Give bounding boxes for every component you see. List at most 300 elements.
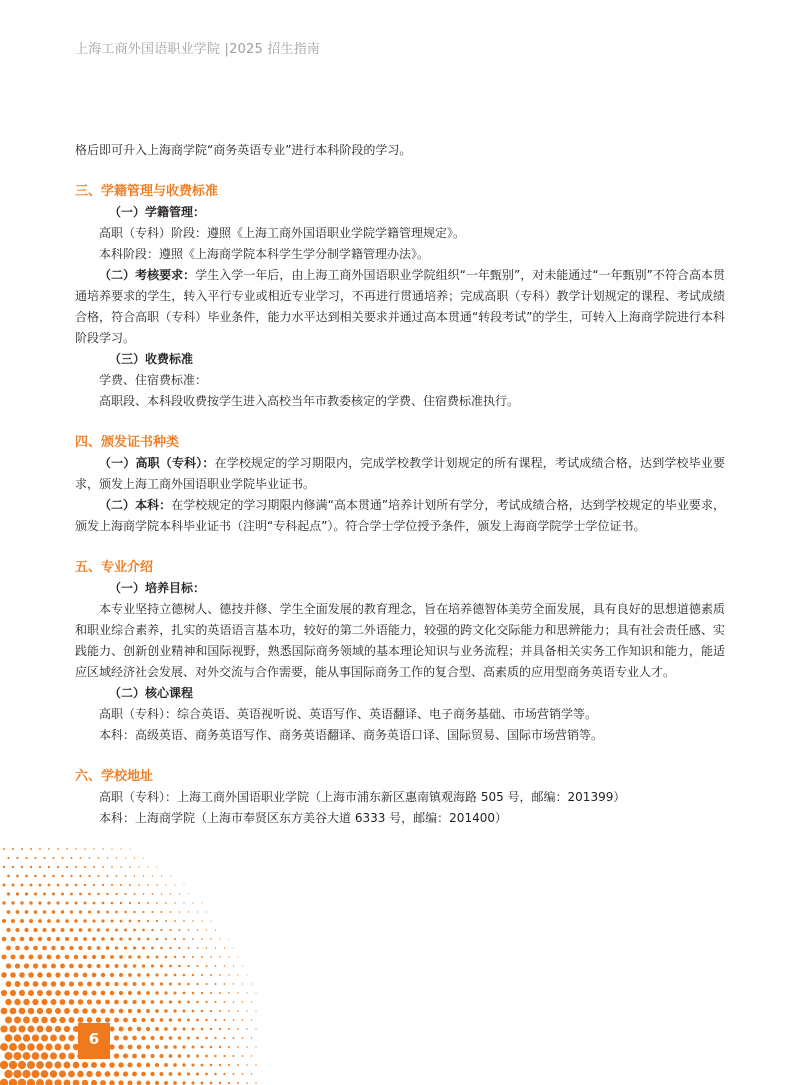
decorative-dot bbox=[215, 983, 217, 985]
paragraph: 高职段、本科段收费按学生进入高校当年市教委核定的学费、住宿费标准执行。 bbox=[99, 394, 520, 408]
decorative-dot bbox=[63, 1079, 70, 1085]
decorative-dot bbox=[224, 1019, 226, 1021]
decorative-dot bbox=[84, 848, 86, 850]
decorative-dot bbox=[65, 937, 69, 941]
decorative-dot bbox=[183, 956, 185, 958]
decorative-dot bbox=[178, 1054, 181, 1057]
decorative-dot bbox=[160, 982, 163, 985]
decorative-dot bbox=[191, 1063, 194, 1066]
decorative-dot bbox=[101, 973, 105, 977]
decorative-dot bbox=[115, 911, 118, 914]
decorative-dot bbox=[141, 1054, 146, 1059]
decorative-dot bbox=[6, 981, 12, 987]
decorative-dot bbox=[147, 938, 150, 941]
decorative-dot bbox=[29, 937, 33, 941]
decorative-dot bbox=[3, 848, 5, 850]
paragraph: 本专业坚持立德树人、德技并修、学生全面发展的教育理念，旨在培养德智体美劳全面发展，具有良好的思想道德素质和职业综合素养，扎实的英语语言基本功，较好的第二外语能力，较强的跨文化交际能力和思辨能力；具有社会责任感、实践能力、创新创业精神和国际视野，熟悉国际商务领域的基本理论知识与业务流程；并具备相关实务工作知识和能力，能适应区域经济社会发展、对外交流与合作需要，能从事国际商务工作的复合型、高素质的应用型商务英语专业人才。 bbox=[75, 602, 725, 679]
decorative-dot bbox=[25, 875, 28, 878]
decorative-dot bbox=[74, 937, 78, 941]
decorative-dot bbox=[196, 965, 198, 967]
decorative-dot bbox=[46, 990, 52, 996]
decorative-dot bbox=[237, 956, 238, 957]
decorative-dot bbox=[137, 1063, 142, 1068]
decorative-dot bbox=[41, 1052, 48, 1059]
decorative-dot bbox=[69, 981, 74, 986]
decorative-dot bbox=[183, 1010, 186, 1013]
decorative-dot bbox=[210, 1064, 213, 1067]
decorative-dot bbox=[138, 884, 140, 886]
decorative-dot bbox=[224, 947, 225, 948]
decorative-dot bbox=[10, 972, 16, 978]
decorative-dot bbox=[219, 956, 220, 957]
decorative-dot bbox=[88, 910, 91, 913]
decorative-dot bbox=[142, 929, 145, 932]
decorative-dot bbox=[75, 884, 78, 887]
decorative-dot bbox=[192, 974, 194, 976]
decorative-dot bbox=[82, 1008, 88, 1014]
decorative-dot bbox=[92, 919, 95, 922]
section-title: 三、学籍管理与收费标准 bbox=[75, 184, 219, 199]
decorative-dot bbox=[100, 1080, 106, 1085]
section-enrollment-fees bbox=[75, 181, 725, 412]
decorative-dot bbox=[22, 1070, 30, 1078]
decorative-dot bbox=[196, 1055, 199, 1058]
decorative-dot bbox=[228, 1082, 230, 1084]
decorative-dot bbox=[246, 974, 247, 975]
decorative-dot bbox=[119, 937, 122, 940]
paragraph: 高职（专科）：上海工商外国语职业学院（上海市浦东新区惠南镇观海路 505 号，邮编：201399） bbox=[99, 790, 626, 804]
decorative-dot bbox=[146, 973, 149, 976]
decorative-dot bbox=[201, 1010, 204, 1013]
section-school-address bbox=[75, 766, 725, 829]
decorative-dot bbox=[255, 1082, 256, 1083]
paragraph: 本科：上海商学院（上海市奉贤区东方美谷大道 6333 号，邮编：201400） bbox=[99, 811, 507, 825]
decorative-dot bbox=[137, 1045, 142, 1050]
decorative-dot bbox=[48, 884, 51, 887]
decorative-dot bbox=[152, 893, 154, 895]
decorative-dot bbox=[34, 857, 36, 859]
decorative-dot bbox=[201, 992, 203, 994]
decorative-dot bbox=[59, 1070, 66, 1077]
decorative-dot bbox=[187, 965, 189, 967]
decorative-dot bbox=[50, 1035, 57, 1042]
decorative-dot bbox=[23, 999, 29, 1005]
decorative-dot bbox=[38, 901, 41, 904]
decorative-dot bbox=[242, 1001, 243, 1002]
decorative-dot bbox=[146, 991, 150, 995]
inline-text: 在学校规定的学习期限内修满“高本贯通”培养计划所有学分，考试成绩合格，达到学校规定的毕业要求，颁发上海商学院本科毕业证书（注明“专科起点”）。符合学士学位授予条件，颁发上海商学院学士学位证书。 bbox=[75, 498, 725, 533]
decorative-dot bbox=[16, 892, 19, 895]
decorative-dot bbox=[41, 1070, 49, 1078]
decorative-dot bbox=[47, 919, 51, 923]
decorative-dot bbox=[73, 1080, 80, 1085]
decorative-dot bbox=[43, 910, 47, 914]
decorative-dot bbox=[34, 875, 37, 878]
decorative-dot bbox=[45, 1079, 53, 1085]
decorative-dot bbox=[93, 884, 95, 886]
decorative-dot bbox=[120, 866, 122, 868]
decorative-dot bbox=[164, 1063, 168, 1067]
decorative-dot bbox=[174, 938, 176, 940]
decorative-dot bbox=[3, 884, 6, 887]
decorative-dot bbox=[10, 954, 15, 959]
decorative-dot bbox=[205, 1001, 207, 1003]
decorative-dot bbox=[173, 991, 176, 994]
paragraph: 高职（专科）阶段：遵照《上海工商外国语职业学院学籍管理规定》。 bbox=[99, 226, 466, 240]
decorative-dot bbox=[224, 965, 225, 966]
decorative-dot bbox=[206, 965, 208, 967]
decorative-dot bbox=[92, 973, 97, 978]
decorative-dot bbox=[141, 1072, 146, 1077]
decorative-dot bbox=[115, 893, 117, 895]
decorative-dot bbox=[109, 1062, 115, 1068]
decorative-dot bbox=[96, 964, 100, 968]
decorative-dot bbox=[74, 901, 77, 904]
intro-line: 格后即可升入上海商学院“商务英语专业”进行本科阶段的学习。 bbox=[75, 143, 412, 157]
decorative-dot bbox=[170, 893, 171, 894]
decorative-dot bbox=[196, 1037, 199, 1040]
decorative-dot bbox=[87, 964, 91, 968]
decorative-dot bbox=[64, 972, 69, 977]
decorative-dot bbox=[66, 884, 69, 887]
decorative-dot bbox=[88, 875, 90, 877]
decorative-dot bbox=[42, 928, 46, 932]
decorative-dot bbox=[178, 965, 181, 968]
decorative-dot bbox=[93, 866, 95, 868]
decorative-dot bbox=[12, 866, 14, 868]
decorative-dot bbox=[19, 954, 24, 959]
decorative-dot bbox=[100, 1008, 105, 1013]
decorative-dot bbox=[118, 1080, 123, 1085]
decorative-dot bbox=[57, 866, 59, 868]
decorative-dot bbox=[201, 1082, 204, 1085]
decorative-dot bbox=[82, 1080, 88, 1085]
decorative-dot bbox=[77, 1071, 84, 1078]
decorative-dot bbox=[151, 929, 153, 931]
decorative-dot bbox=[114, 1035, 119, 1040]
decorative-dot bbox=[210, 1082, 213, 1085]
decorative-dot bbox=[160, 1000, 163, 1003]
decorative-dot bbox=[28, 972, 34, 978]
decorative-dot bbox=[146, 955, 149, 958]
decorative-dot bbox=[52, 875, 55, 878]
decorative-dot bbox=[161, 893, 163, 895]
decorative-dot bbox=[36, 1079, 44, 1085]
decorative-dot bbox=[29, 901, 32, 904]
subsection-title: （一）培养目标： bbox=[109, 581, 206, 595]
decorative-dot bbox=[196, 983, 198, 985]
decorative-dot bbox=[120, 848, 121, 849]
decorative-dot bbox=[205, 1055, 208, 1058]
decorative-dot bbox=[210, 920, 211, 921]
decorative-dot bbox=[28, 990, 34, 996]
decorative-dot bbox=[128, 973, 132, 977]
inline-label: （一）高职（专科）： bbox=[99, 456, 215, 470]
decorative-dot bbox=[214, 1073, 217, 1076]
decorative-dot bbox=[54, 1061, 61, 1068]
decorative-dot bbox=[242, 1073, 244, 1075]
decorative-dot bbox=[183, 938, 185, 940]
decorative-dot bbox=[142, 1000, 146, 1004]
decorative-dot bbox=[51, 999, 57, 1005]
decorative-dot bbox=[69, 964, 74, 969]
decorative-dot bbox=[88, 928, 92, 932]
decorative-dot bbox=[196, 1019, 199, 1022]
decorative-dot bbox=[34, 910, 38, 914]
decorative-dot bbox=[124, 946, 127, 949]
paragraph: 本科阶段：遵照《上海商学院本科学生学分制学籍管理办法》。 bbox=[99, 247, 430, 261]
decorative-dot bbox=[52, 893, 55, 896]
decorative-dot bbox=[210, 938, 211, 939]
decorative-dot bbox=[128, 955, 131, 958]
decorative-dot bbox=[39, 848, 41, 850]
decorative-dot bbox=[59, 1053, 66, 1060]
decorative-dot bbox=[147, 866, 148, 867]
decorative-dot bbox=[79, 910, 82, 913]
decorative-dot bbox=[24, 981, 30, 987]
decorative-dot bbox=[169, 947, 171, 949]
decorative-dot bbox=[187, 1072, 190, 1075]
decorative-dot bbox=[233, 947, 234, 948]
decorative-dot bbox=[246, 1028, 247, 1029]
decorative-dot bbox=[201, 938, 203, 940]
decorative-dot bbox=[47, 937, 51, 941]
decorative-dot bbox=[165, 884, 166, 885]
decorative-dot bbox=[20, 901, 23, 904]
decorative-dot bbox=[256, 993, 257, 994]
decorative-dot bbox=[169, 1018, 172, 1021]
decorative-dot bbox=[66, 866, 68, 868]
decorative-dot bbox=[119, 973, 123, 977]
decorative-dot bbox=[141, 1036, 145, 1040]
decorative-dot bbox=[119, 955, 123, 959]
decorative-dot bbox=[201, 1046, 204, 1049]
decorative-dot bbox=[187, 1019, 190, 1022]
decorative-dot bbox=[111, 866, 113, 868]
decorative-dot bbox=[107, 875, 109, 877]
decorative-dot bbox=[255, 1046, 256, 1047]
decorative-dot bbox=[155, 1009, 159, 1013]
decorative-dot bbox=[118, 1062, 123, 1067]
decorative-dot bbox=[50, 1052, 57, 1059]
decorative-dot bbox=[165, 974, 168, 977]
decorative-dot bbox=[164, 1045, 168, 1049]
paragraph: 高职（专科）：综合英语、英语视听说、英语写作、英语翻译、电子商务基础、市场营销学等。 bbox=[99, 707, 598, 721]
decorative-dot bbox=[115, 928, 118, 931]
decorative-dot bbox=[173, 1081, 177, 1085]
decorative-dot bbox=[82, 990, 87, 995]
decorative-dot bbox=[32, 999, 38, 1005]
decorative-dot bbox=[48, 866, 50, 868]
decorative-dot bbox=[233, 1019, 235, 1021]
decorative-dot bbox=[219, 992, 221, 994]
decorative-dot bbox=[69, 946, 73, 950]
decorative-dot bbox=[169, 1054, 173, 1058]
decorative-dot bbox=[87, 1017, 93, 1023]
decorative-dot bbox=[32, 1070, 40, 1078]
decorative-dot bbox=[164, 1081, 168, 1085]
decorative-dot bbox=[173, 1045, 177, 1049]
running-header: 上海工商外国语职业学院 |2025 招生指南 bbox=[75, 42, 321, 57]
decorative-dot bbox=[179, 911, 181, 913]
decorative-dot bbox=[102, 866, 104, 868]
decorative-dot bbox=[16, 857, 18, 859]
decorative-dot bbox=[43, 892, 46, 895]
decorative-dot bbox=[143, 875, 144, 876]
decorative-dot bbox=[19, 1008, 26, 1015]
decorative-dot bbox=[91, 1008, 96, 1013]
decorative-dot bbox=[97, 911, 100, 914]
decorative-dot bbox=[210, 956, 212, 958]
decorative-dot bbox=[242, 1019, 244, 1021]
decorative-dot bbox=[68, 1035, 74, 1041]
decorative-dot bbox=[68, 1071, 75, 1078]
decorative-dot bbox=[115, 946, 119, 950]
decorative-dot bbox=[237, 1010, 239, 1012]
decorative-dot bbox=[192, 920, 193, 921]
subsection-title: （一）学籍管理： bbox=[109, 205, 206, 219]
decorative-dot bbox=[92, 955, 96, 959]
decorative-dot bbox=[237, 1082, 239, 1084]
decorative-dot bbox=[192, 1028, 195, 1031]
decorative-dot bbox=[255, 1028, 256, 1029]
decorative-dot bbox=[80, 857, 82, 859]
decorative-dot bbox=[201, 1064, 204, 1067]
decorative-dot bbox=[55, 990, 61, 996]
decorative-dot bbox=[27, 1061, 35, 1069]
decorative-dot bbox=[57, 884, 60, 887]
decorative-dot bbox=[228, 1010, 230, 1012]
decorative-dot bbox=[87, 946, 91, 950]
decorative-dot bbox=[233, 965, 234, 966]
decorative-dot bbox=[91, 1062, 97, 1068]
decorative-dot bbox=[164, 991, 167, 994]
decorative-dot bbox=[251, 1019, 252, 1020]
decorative-dot bbox=[20, 937, 25, 942]
decorative-dot bbox=[228, 1064, 230, 1066]
decorative-dot bbox=[142, 911, 144, 913]
decorative-dot bbox=[173, 1027, 176, 1030]
decorative-dot bbox=[133, 911, 135, 913]
decorative-dot bbox=[106, 893, 108, 895]
decorative-dot bbox=[173, 1063, 177, 1067]
section-certificates bbox=[75, 432, 725, 537]
decorative-dot bbox=[138, 866, 139, 867]
decorative-dot bbox=[183, 974, 186, 977]
decorative-dot bbox=[10, 990, 16, 996]
decorative-dot bbox=[78, 999, 83, 1004]
decorative-dot bbox=[137, 991, 141, 995]
decorative-dot bbox=[165, 938, 167, 940]
decorative-dot bbox=[219, 1010, 221, 1012]
decorative-dot bbox=[116, 875, 118, 877]
decorative-dot bbox=[178, 1000, 181, 1003]
decorative-dot bbox=[156, 956, 159, 959]
decorative-dot bbox=[205, 983, 207, 985]
decorative-dot bbox=[6, 928, 10, 932]
decorative-dot bbox=[74, 955, 78, 959]
decorative-dot bbox=[68, 1053, 75, 1060]
decorative-dot bbox=[201, 920, 202, 921]
decorative-dot bbox=[161, 911, 163, 913]
decorative-dot bbox=[11, 901, 14, 904]
decorative-dot bbox=[110, 991, 115, 996]
decorative-dot bbox=[1, 954, 6, 959]
halftone-dot-pattern bbox=[0, 845, 260, 1085]
paragraph bbox=[75, 453, 725, 495]
decorative-dot bbox=[83, 955, 87, 959]
decorative-dot bbox=[33, 946, 38, 951]
decorative-dot bbox=[29, 955, 34, 960]
decorative-dot bbox=[4, 1070, 12, 1078]
decorative-dot bbox=[188, 911, 189, 912]
decorative-dot bbox=[64, 1026, 70, 1032]
decorative-dot bbox=[12, 884, 15, 887]
decorative-dot bbox=[15, 963, 20, 968]
decorative-dot bbox=[165, 920, 167, 922]
decorative-dot bbox=[242, 965, 243, 966]
decorative-dot bbox=[96, 1071, 102, 1077]
decorative-dot bbox=[106, 928, 109, 931]
decorative-dot bbox=[150, 1036, 154, 1040]
inline-label: （二）考核要求： bbox=[99, 268, 196, 282]
decorative-dot bbox=[224, 983, 226, 985]
decorative-dot bbox=[183, 920, 185, 922]
decorative-dot bbox=[52, 857, 54, 859]
decorative-dot bbox=[151, 964, 154, 967]
decorative-dot bbox=[160, 929, 162, 931]
decorative-dot bbox=[128, 937, 131, 940]
decorative-dot bbox=[110, 955, 114, 959]
decorative-dot bbox=[96, 982, 101, 987]
decorative-dot bbox=[46, 972, 51, 977]
decorative-dot bbox=[65, 919, 69, 923]
decorative-dot bbox=[219, 1028, 221, 1030]
decorative-dot bbox=[237, 1046, 239, 1048]
decorative-dot bbox=[4, 1052, 12, 1060]
decorative-dot bbox=[109, 1044, 114, 1049]
decorative-dot bbox=[42, 946, 47, 951]
decorative-dot bbox=[45, 1061, 52, 1068]
decorative-dot bbox=[182, 1027, 185, 1030]
decorative-dot bbox=[155, 991, 158, 994]
decorative-dot bbox=[160, 1018, 164, 1022]
decorative-dot bbox=[102, 884, 104, 886]
decorative-dot bbox=[187, 947, 189, 949]
decorative-dot bbox=[30, 884, 33, 887]
decorative-dot bbox=[33, 981, 39, 987]
decorative-dot bbox=[187, 983, 190, 986]
decorative-dot bbox=[114, 1018, 119, 1023]
decorative-dot bbox=[7, 875, 10, 878]
decorative-dot bbox=[61, 893, 64, 896]
decorative-dot bbox=[123, 1071, 128, 1076]
decorative-dot bbox=[170, 875, 171, 876]
decorative-dot bbox=[28, 1008, 35, 1015]
decorative-dot bbox=[101, 991, 106, 996]
decorative-dot bbox=[119, 1027, 124, 1032]
decorative-dot bbox=[192, 956, 194, 958]
decorative-dot bbox=[143, 893, 145, 895]
decorative-dot bbox=[51, 963, 56, 968]
decorative-dot bbox=[138, 938, 141, 941]
decorative-dot bbox=[128, 1045, 133, 1050]
decorative-dot bbox=[1, 972, 7, 978]
decorative-dot bbox=[169, 1036, 173, 1040]
decorative-dot bbox=[23, 1034, 30, 1041]
decorative-dot bbox=[183, 884, 184, 885]
decorative-dot bbox=[75, 848, 77, 850]
